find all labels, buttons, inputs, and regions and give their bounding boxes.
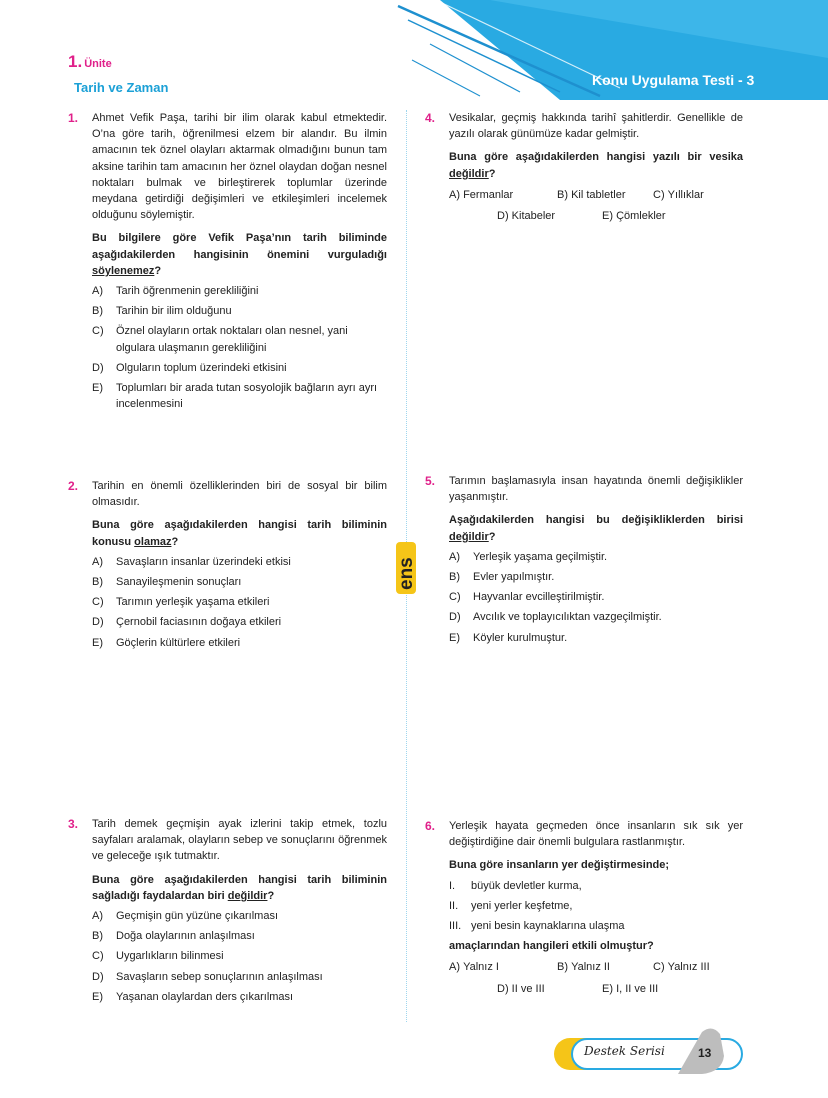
prompt-text: Bu bilgilere göre Vefik Paşa’nın tarih biliminde aşağıdakilerden hangisinin önemini vurguladığı — [92, 232, 387, 261]
answer-option-b[interactable] — [557, 187, 653, 203]
option-row-1 — [449, 959, 743, 975]
answer-option-a[interactable] — [92, 283, 387, 299]
question-stem: Tarımın başlamasıyla insan hayatında önemli değişiklikler yaşanmıştır. — [449, 475, 743, 504]
answer-option-c[interactable] — [92, 323, 387, 355]
option-text: Olguların toplum üzerindeki etkisini — [116, 361, 287, 374]
option-text: Göçlerin kültürlere etkileri — [116, 636, 241, 649]
option-row-2 — [449, 981, 743, 997]
answer-option-e[interactable] — [92, 635, 387, 651]
prompt-end: ? — [488, 530, 496, 543]
answer-option-b[interactable] — [92, 303, 387, 319]
question-prompt — [92, 872, 387, 904]
answer-option-c[interactable] — [449, 589, 743, 605]
option-text: Yalnız II — [571, 961, 610, 974]
option-text: II ve III — [511, 982, 545, 995]
option-text: Doğa olaylarının anlaşılması — [116, 930, 255, 943]
option-text: Toplumları bir arada tutan sosyolojik bağların ayrı ayrı incelenmesini — [116, 382, 378, 411]
answer-option-b[interactable] — [557, 959, 653, 975]
option-letter: D) — [497, 210, 509, 223]
statement-numeral: I. — [449, 879, 456, 892]
option-letter: A) — [449, 188, 460, 201]
prompt-end: ? — [488, 167, 496, 180]
option-text: Evler yapılmıştır. — [473, 571, 555, 584]
statement-1 — [449, 878, 743, 894]
question-prompt — [449, 149, 743, 181]
option-letter: D) — [92, 970, 104, 983]
prompt-emphasis: söylenemez — [92, 264, 155, 277]
question-prompt: Buna göre insanların yer değiştirmesinde; — [449, 859, 670, 872]
option-text: Yalnız III — [667, 961, 710, 974]
question-prompt-after: amaçlarından hangileri etkili olmuştur? — [449, 940, 654, 953]
answer-option-a[interactable] — [449, 187, 557, 203]
option-letter: A) — [92, 555, 103, 568]
option-letter: B) — [92, 305, 103, 318]
answer-option-d[interactable] — [497, 981, 602, 997]
option-letter: C) — [449, 591, 461, 604]
option-letter: B) — [449, 571, 460, 584]
option-letter: B) — [92, 576, 103, 589]
option-text: Yıllıklar — [667, 188, 704, 201]
prompt-text: Buna göre aşağıdakilerden hangisi tarih biliminin konusu — [92, 519, 387, 548]
prompt-emphasis: olamaz — [134, 535, 172, 548]
answer-option-b[interactable] — [92, 574, 387, 590]
prompt-emphasis: değildir — [227, 889, 268, 902]
statement-numeral: III. — [449, 920, 462, 933]
option-text: Çernobil faciasının doğaya etkileri — [116, 616, 282, 629]
answer-option-e[interactable] — [602, 981, 658, 997]
question-number: 5. — [425, 474, 436, 488]
page-number: 13 — [698, 1046, 712, 1060]
question-4 — [425, 110, 743, 224]
option-letter: E) — [92, 382, 103, 395]
answer-option-c[interactable] — [92, 594, 387, 610]
question-5 — [425, 473, 743, 646]
logo-graphic — [394, 540, 418, 596]
prompt-text: Buna göre aşağıdakilerden hangisi tarih biliminin sağladığı faydalardan biri — [92, 873, 387, 902]
option-text: I, II ve III — [616, 982, 659, 995]
question-number: 1. — [68, 111, 79, 125]
question-number: 4. — [425, 111, 436, 125]
option-text: Hayvanlar evcilleştirilmiştir. — [473, 591, 605, 604]
publisher-logo — [394, 540, 418, 596]
option-letter: E) — [602, 210, 613, 223]
question-6 — [425, 818, 743, 997]
answer-option-c[interactable] — [653, 187, 704, 203]
prompt-emphasis: değildir — [449, 530, 489, 543]
option-text: Fermanlar — [463, 188, 514, 201]
prompt-end: ? — [171, 535, 179, 548]
question-number: 3. — [68, 817, 79, 831]
prompt-emphasis: değildir — [449, 167, 489, 180]
unit-number: 1. — [68, 52, 83, 71]
answer-option-a[interactable] — [92, 554, 387, 570]
option-letter: D) — [449, 611, 461, 624]
option-letter: D) — [92, 616, 104, 629]
answer-option-e[interactable] — [449, 630, 743, 646]
option-letter: C) — [653, 188, 665, 201]
answer-option-d[interactable] — [497, 208, 602, 224]
option-letter: C) — [92, 596, 104, 609]
statement-3 — [449, 918, 743, 934]
option-text: Yerleşik yaşama geçilmiştir. — [473, 550, 608, 563]
option-row-1 — [449, 187, 743, 203]
question-prompt — [449, 512, 743, 544]
option-letter: A) — [449, 550, 460, 563]
unit-word: Ünite — [84, 58, 112, 70]
question-2 — [68, 478, 387, 651]
answer-option-a[interactable] — [449, 959, 557, 975]
answer-option-d[interactable] — [92, 360, 387, 376]
answer-option-d[interactable] — [92, 969, 387, 985]
statement-text: büyük devletler kurma, — [471, 879, 582, 892]
option-text: Geçmişin gün yüzüne çıkarılması — [116, 910, 279, 923]
answer-option-a[interactable] — [92, 908, 387, 924]
answer-option-c[interactable] — [653, 959, 710, 975]
question-stem: Tarih demek geçmişin ayak izlerini takip etmek, tozlu sayfaları aralamak, olayların sebep ve sonuçlarını öğrenmek ve geleceğe ışık tutmaktır. — [92, 818, 387, 863]
option-letter: B) — [557, 188, 568, 201]
option-letter: C) — [92, 325, 104, 338]
page-footer — [552, 1026, 748, 1076]
question-stem: Vesikalar, geçmiş hakkında tarihî şahitlerdir. Genellikle de yazılı olarak günümüze kadar gelmiştir. — [449, 112, 743, 141]
answer-option-d[interactable] — [92, 614, 387, 630]
question-number: 6. — [425, 819, 436, 833]
option-letter: B) — [557, 961, 568, 974]
option-letter: E) — [92, 990, 103, 1003]
answer-option-a[interactable] — [449, 549, 743, 565]
option-text: Savaşların sebep sonuçlarının anlaşılması — [116, 970, 323, 983]
series-name: Destek Serisi — [584, 1044, 665, 1058]
option-text: Kil tabletler — [571, 188, 626, 201]
question-1 — [68, 110, 387, 412]
question-stem: Yerleşik hayata geçmeden önce insanların sık sık yer değiştirdiğine dair önemli bulgulara rastlanmıştır. — [449, 820, 743, 849]
option-text: Avcılık ve toplayıcılıktan vazgeçilmiştir. — [473, 611, 662, 624]
question-prompt — [92, 230, 387, 279]
option-text: Köyler kurulmuştur. — [473, 631, 568, 644]
option-text: Yaşanan olaylardan ders çıkarılması — [116, 990, 294, 1003]
option-text: Yalnız I — [463, 961, 499, 974]
prompt-end: ? — [154, 264, 162, 277]
question-stem: Ahmet Vefik Paşa, tarihi bir ilim olarak kabul etmektedir. O’na göre tarih, öğrenilmesi elzem bir alandır. Bu ilmin amacının tek öznel olayları aktarmak olmadığını bunun tam aksine tarihin tam amacının her öznel olaydan doğan nesnel noktaları bulmak ve birleştirerek toplumlar üzerinde meydana getirdiği değişimleri ve etkileşimleri incelemek olduğunu söylemiştir. — [92, 112, 387, 222]
option-text: Tarihin bir ilim olduğunu — [116, 305, 232, 318]
option-letter: D) — [497, 982, 509, 995]
question-prompt — [92, 517, 387, 549]
option-text: Tarih öğrenmenin gerekliliğini — [116, 285, 259, 298]
statement-numeral: II. — [449, 899, 459, 912]
answer-option-b[interactable] — [92, 928, 387, 944]
option-text: Sanayileşmenin sonuçları — [116, 576, 242, 589]
option-row-2 — [449, 208, 743, 224]
prompt-text: Buna göre aşağıdakilerden hangisi yazılı bir vesika — [449, 151, 743, 164]
answer-option-e[interactable] — [602, 208, 666, 224]
option-text: Çömlekler — [616, 210, 666, 223]
option-text: Uygarlıkların bilinmesi — [116, 950, 224, 963]
question-number: 2. — [68, 479, 79, 493]
answer-option-d[interactable] — [449, 609, 743, 625]
option-letter: A) — [449, 961, 460, 974]
question-3 — [68, 816, 387, 1005]
test-title: Konu Uygulama Testi - 3 — [592, 72, 755, 88]
section-title: Tarih ve Zaman — [74, 80, 169, 95]
statement-text: yeni besin kaynaklarına ulaşma — [471, 920, 625, 933]
option-letter: C) — [653, 961, 665, 974]
option-letter: C) — [92, 950, 104, 963]
option-text: Öznel olayların ortak noktaları olan nesnel, yani olgulara ulaşmanın gerekliliğini — [116, 325, 348, 354]
answer-option-e[interactable] — [92, 989, 387, 1005]
option-letter: D) — [92, 361, 104, 374]
logo-text: ens — [396, 557, 417, 590]
option-letter: E) — [449, 631, 460, 644]
option-letter: E) — [602, 982, 613, 995]
answer-option-b[interactable] — [449, 569, 743, 585]
option-letter: A) — [92, 285, 103, 298]
option-letter: E) — [92, 636, 103, 649]
answer-option-c[interactable] — [92, 948, 387, 964]
question-stem: Tarihin en önemli özelliklerinden biri de sosyal bir bilim olmasıdır. — [92, 480, 387, 509]
option-text: Kitabeler — [511, 210, 556, 223]
statement-text: yeni yerler keşfetme, — [471, 899, 573, 912]
option-letter: A) — [92, 910, 103, 923]
option-letter: B) — [92, 930, 103, 943]
option-text: Tarımın yerleşik yaşama etkileri — [116, 596, 270, 609]
prompt-text: Aşağıdakilerden hangisi bu değişikliklerden birisi — [449, 514, 743, 527]
answer-option-e[interactable] — [92, 380, 387, 412]
option-text: Savaşların insanlar üzerindeki etkisi — [116, 555, 291, 568]
unit-label — [68, 52, 112, 72]
prompt-end: ? — [267, 889, 275, 902]
statement-2 — [449, 898, 743, 914]
